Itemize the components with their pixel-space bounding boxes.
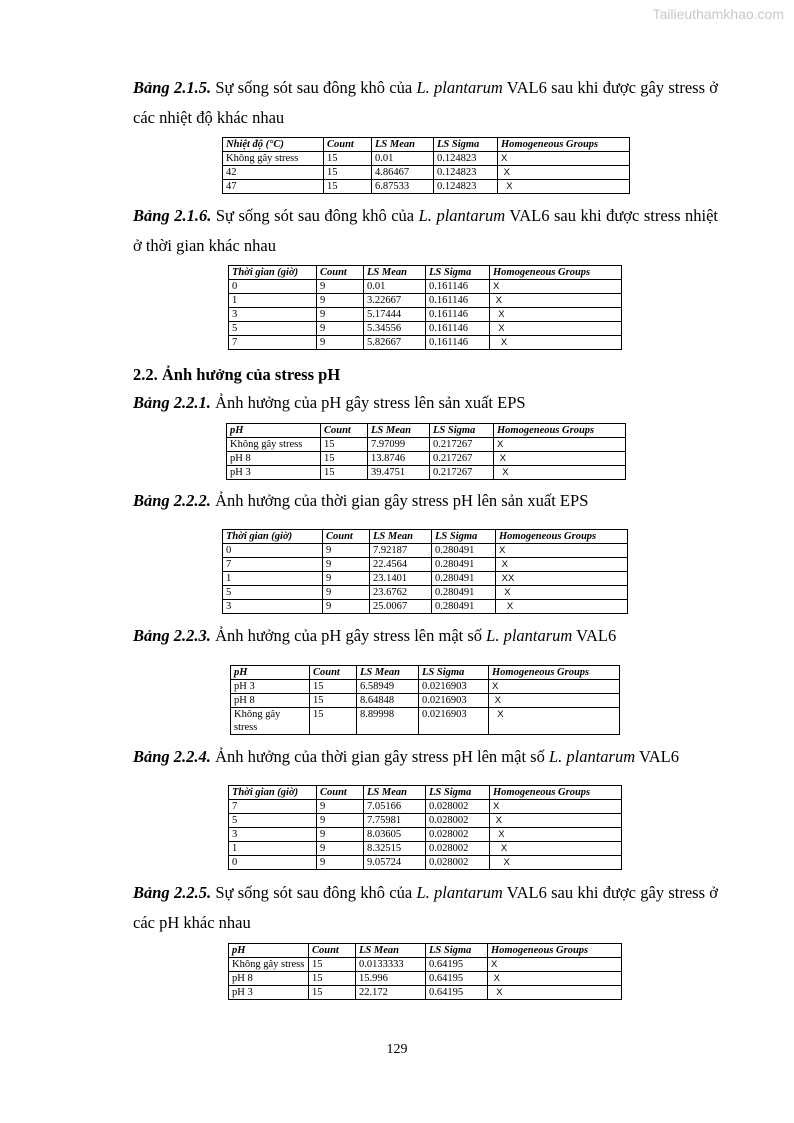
- column-header: Homogeneous Groups: [489, 666, 620, 680]
- table-row: [229, 336, 622, 350]
- table-cell: 5: [229, 322, 317, 336]
- table-cell: 0.64195: [426, 986, 488, 1000]
- group-marker: X: [496, 544, 628, 558]
- table-cell: 3.22667: [364, 294, 426, 308]
- table-cell: 0.01: [364, 280, 426, 294]
- group-marker: X: [490, 814, 622, 828]
- caption-text: VAL6 sau khi được gây stress ở các nhiệt độ khác nhau: [133, 78, 719, 127]
- table-cell: 7: [229, 800, 317, 814]
- table-row: [229, 842, 622, 856]
- column-header: LS Mean: [372, 138, 434, 152]
- species-name: L. plantarum: [418, 206, 506, 225]
- table-cell: 0.161146: [426, 322, 490, 336]
- column-header: Count: [310, 666, 357, 680]
- group-marker: X: [496, 558, 628, 572]
- table-row: [231, 708, 620, 735]
- group-marker: X: [496, 600, 628, 614]
- column-header: LS Sigma: [426, 944, 488, 958]
- table-cell: 15: [321, 452, 368, 466]
- group-marker: X: [494, 452, 626, 466]
- caption-text: Ảnh hưởng của thời gian gây stress pH lên mật số: [210, 747, 549, 766]
- table-cell: 15: [324, 180, 372, 194]
- table-row: [227, 466, 626, 480]
- table-cell: 9: [317, 800, 364, 814]
- group-marker: X: [494, 438, 626, 452]
- table-cell: 13.8746: [368, 452, 430, 466]
- table-row: [229, 856, 622, 870]
- table-cell: 1: [229, 842, 317, 856]
- column-header: Thời gian (giờ): [223, 530, 323, 544]
- table-cell: 0: [229, 280, 317, 294]
- table-cell: 15: [310, 694, 357, 708]
- group-marker: X: [490, 308, 622, 322]
- table-cell: 15: [321, 466, 368, 480]
- table-row: [231, 680, 620, 694]
- column-header: LS Mean: [364, 266, 426, 280]
- table-cell: 0.161146: [426, 294, 490, 308]
- table-2-2-3: [230, 665, 620, 735]
- table-cell: 0.028002: [426, 842, 490, 856]
- table-cell: 15: [310, 708, 357, 735]
- table-row: [227, 438, 626, 452]
- caption-table-2-1-6: [133, 201, 718, 261]
- table-row: [229, 322, 622, 336]
- table-cell: 0.028002: [426, 856, 490, 870]
- table-row: [223, 166, 630, 180]
- table-row: [229, 308, 622, 322]
- table-cell: 9: [323, 544, 370, 558]
- table-row: [223, 572, 628, 586]
- caption-text: Ảnh hưởng của thời gian gây stress pH lên sản xuất EPS: [210, 491, 589, 510]
- table-cell: 5.17444: [364, 308, 426, 322]
- table-cell: 9: [317, 308, 364, 322]
- column-header: LS Sigma: [426, 266, 490, 280]
- table-cell: Không gây stress: [229, 958, 309, 972]
- table-cell: 4.86467: [372, 166, 434, 180]
- group-marker: X: [490, 856, 622, 870]
- group-marker: X: [489, 680, 620, 694]
- group-marker: XX: [496, 572, 628, 586]
- column-header: Count: [317, 786, 364, 800]
- table-cell: 9: [317, 294, 364, 308]
- column-header: LS Mean: [356, 944, 426, 958]
- column-header: LS Mean: [357, 666, 419, 680]
- table-cell: 0.028002: [426, 814, 490, 828]
- table-cell: 0.124823: [434, 152, 498, 166]
- species-name: L. plantarum: [548, 747, 636, 766]
- table-row: [229, 986, 622, 1000]
- table-cell: 0.217267: [430, 466, 494, 480]
- species-name: L. plantarum: [416, 78, 503, 97]
- column-header: LS Sigma: [426, 786, 490, 800]
- caption-text: VAL6 sau khi được gây stress ở các pH khác nhau: [133, 883, 719, 932]
- table-cell: pH 3: [229, 986, 309, 1000]
- table-cell: 3: [229, 308, 317, 322]
- table-cell: pH 8: [227, 452, 321, 466]
- table-row: [223, 558, 628, 572]
- table-cell: 25.0067: [370, 600, 432, 614]
- table-cell: 0.217267: [430, 438, 494, 452]
- group-marker: X: [490, 336, 622, 350]
- table-cell: 0: [229, 856, 317, 870]
- table-row: [227, 452, 626, 466]
- group-marker: X: [490, 800, 622, 814]
- table-cell: 0.161146: [426, 336, 490, 350]
- group-marker: X: [490, 842, 622, 856]
- table-cell: 0.0216903: [419, 680, 489, 694]
- caption-text: Ảnh hưởng của pH gây stress lên sản xuất EPS: [210, 393, 526, 412]
- caption-text: Sự sống sót sau đông khô của: [211, 206, 419, 225]
- column-header: Count: [309, 944, 356, 958]
- table-cell: pH 3: [231, 680, 310, 694]
- caption-text: VAL6: [572, 626, 617, 645]
- table-cell: 9: [323, 586, 370, 600]
- caption-table-2-2-4: [133, 742, 718, 772]
- table-cell: 9: [317, 842, 364, 856]
- table-cell: 7.92187: [370, 544, 432, 558]
- table-2-1-5: [222, 137, 630, 194]
- table-cell: 0.0216903: [419, 708, 489, 735]
- column-header: Thời gian (giờ): [229, 266, 317, 280]
- table-cell: 8.64848: [357, 694, 419, 708]
- table-row: [229, 814, 622, 828]
- table-cell: 0.161146: [426, 280, 490, 294]
- table-cell: 8.89998: [357, 708, 419, 735]
- table-cell: 0.0133333: [356, 958, 426, 972]
- table-cell: 0.01: [372, 152, 434, 166]
- table-cell: 15: [324, 152, 372, 166]
- group-marker: X: [488, 972, 622, 986]
- column-header: Homogeneous Groups: [490, 266, 622, 280]
- column-header: Homogeneous Groups: [490, 786, 622, 800]
- table-cell: 8.03605: [364, 828, 426, 842]
- table-cell: 0.280491: [432, 600, 496, 614]
- table-cell: pH 3: [227, 466, 321, 480]
- table-cell: 9.05724: [364, 856, 426, 870]
- group-marker: X: [489, 708, 620, 735]
- column-header: Count: [323, 530, 370, 544]
- column-header: Thời gian (giờ): [229, 786, 317, 800]
- table-cell: 9: [317, 856, 364, 870]
- table-cell: 6.87533: [372, 180, 434, 194]
- column-header: Count: [324, 138, 372, 152]
- group-marker: X: [490, 828, 622, 842]
- table-cell: 0.0216903: [419, 694, 489, 708]
- column-header: LS Sigma: [419, 666, 489, 680]
- caption-text: VAL6 sau khi được stress nhiệt ở thời gian khác nhau: [133, 206, 718, 255]
- table-cell: 9: [323, 558, 370, 572]
- table-2-2-1: [226, 423, 626, 480]
- table-cell: Không gây stress: [231, 708, 310, 735]
- section-title: 2.2. Ảnh hưởng của stress pH: [133, 365, 341, 384]
- table-cell: 9: [323, 572, 370, 586]
- table-row: [223, 600, 628, 614]
- table-cell: pH 8: [229, 972, 309, 986]
- column-header: LS Mean: [370, 530, 432, 544]
- table-cell: 7.97099: [368, 438, 430, 452]
- table-row: [223, 544, 628, 558]
- group-marker: X: [498, 166, 630, 180]
- caption-text: Sự sống sót sau đông khô của: [211, 78, 417, 97]
- group-marker: X: [490, 294, 622, 308]
- caption-table-2-2-3: [133, 621, 718, 651]
- table-cell: 22.172: [356, 986, 426, 1000]
- table-row: [229, 958, 622, 972]
- table-row: [229, 828, 622, 842]
- page-number: 129: [386, 1042, 408, 1057]
- table-cell: 15: [321, 438, 368, 452]
- column-header: pH: [231, 666, 310, 680]
- species-name: L. plantarum: [486, 626, 573, 645]
- table-cell: 5.34556: [364, 322, 426, 336]
- group-marker: X: [490, 322, 622, 336]
- table-cell: 0.280491: [432, 558, 496, 572]
- table-cell: 7.05166: [364, 800, 426, 814]
- table-cell: 15.996: [356, 972, 426, 986]
- caption-table-2-2-1: [133, 388, 718, 418]
- caption-text: Sự sống sót sau đông khô của: [211, 883, 417, 902]
- table-cell: pH 8: [231, 694, 310, 708]
- table-row: [229, 294, 622, 308]
- table-cell: 3: [223, 600, 323, 614]
- table-cell: 9: [317, 814, 364, 828]
- column-header: pH: [229, 944, 309, 958]
- column-header: Count: [317, 266, 364, 280]
- table-cell: 7.75981: [364, 814, 426, 828]
- table-row: [223, 152, 630, 166]
- table-cell: 23.6762: [370, 586, 432, 600]
- group-marker: X: [494, 466, 626, 480]
- table-cell: Không gây stress: [223, 152, 324, 166]
- table-row: [229, 800, 622, 814]
- table-label: Bảng 2.2.3.: [133, 626, 211, 645]
- table-label: Bảng 2.2.1.: [133, 393, 211, 412]
- table-cell: 15: [309, 986, 356, 1000]
- column-header: Homogeneous Groups: [496, 530, 628, 544]
- table-cell: 5.82667: [364, 336, 426, 350]
- table-label: Bảng 2.2.5.: [133, 883, 212, 902]
- table-cell: 22.4564: [370, 558, 432, 572]
- table-cell: 23.1401: [370, 572, 432, 586]
- group-marker: X: [490, 280, 622, 294]
- caption-text: VAL6: [635, 747, 680, 766]
- table-label: Bảng 2.2.4.: [133, 747, 211, 766]
- table-cell: 42: [223, 166, 324, 180]
- group-marker: X: [488, 986, 622, 1000]
- table-cell: 0.217267: [430, 452, 494, 466]
- table-2-2-2: [222, 529, 628, 614]
- group-marker: X: [498, 180, 630, 194]
- column-header: Nhiệt độ (°C): [223, 138, 324, 152]
- table-cell: 5: [229, 814, 317, 828]
- column-header: Count: [321, 424, 368, 438]
- column-header: Homogeneous Groups: [494, 424, 626, 438]
- table-row: [229, 972, 622, 986]
- table-row: [229, 280, 622, 294]
- table-cell: 9: [317, 336, 364, 350]
- table-cell: 0.028002: [426, 800, 490, 814]
- table-cell: 0.280491: [432, 586, 496, 600]
- group-marker: X: [488, 958, 622, 972]
- table-cell: 0.124823: [434, 180, 498, 194]
- table-cell: 6.58949: [357, 680, 419, 694]
- table-label: Bảng 2.1.6.: [133, 206, 212, 225]
- table-cell: 9: [317, 828, 364, 842]
- group-marker: X: [496, 586, 628, 600]
- table-cell: 47: [223, 180, 324, 194]
- group-marker: X: [498, 152, 630, 166]
- table-row: [223, 586, 628, 600]
- table-cell: Không gây stress: [227, 438, 321, 452]
- table-cell: 0.280491: [432, 544, 496, 558]
- table-cell: 7: [223, 558, 323, 572]
- table-cell: 0.64195: [426, 958, 488, 972]
- table-cell: 9: [323, 600, 370, 614]
- caption-table-2-1-5: [133, 73, 718, 133]
- table-cell: 0.124823: [434, 166, 498, 180]
- table-2-1-6: [228, 265, 622, 350]
- table-cell: 0.280491: [432, 572, 496, 586]
- caption-table-2-2-5: [133, 878, 718, 938]
- table-cell: 9: [317, 280, 364, 294]
- table-label: Bảng 2.1.5.: [133, 78, 212, 97]
- table-cell: 0.161146: [426, 308, 490, 322]
- table-cell: 8.32515: [364, 842, 426, 856]
- column-header: Homogeneous Groups: [488, 944, 622, 958]
- table-cell: 15: [309, 958, 356, 972]
- table-cell: 15: [324, 166, 372, 180]
- caption-table-2-2-2: [133, 486, 718, 516]
- group-marker: X: [489, 694, 620, 708]
- table-cell: 0: [223, 544, 323, 558]
- table-cell: 9: [317, 322, 364, 336]
- column-header: LS Sigma: [430, 424, 494, 438]
- caption-text: Ảnh hưởng của pH gây stress lên mật số: [210, 626, 487, 645]
- table-cell: 0.028002: [426, 828, 490, 842]
- column-header: pH: [227, 424, 321, 438]
- table-2-2-5: [228, 943, 622, 1000]
- table-label: Bảng 2.2.2.: [133, 491, 211, 510]
- table-row: [223, 180, 630, 194]
- table-cell: 15: [310, 680, 357, 694]
- table-cell: 7: [229, 336, 317, 350]
- table-cell: 0.64195: [426, 972, 488, 986]
- table-row: [231, 694, 620, 708]
- table-cell: 3: [229, 828, 317, 842]
- table-cell: 39.4751: [368, 466, 430, 480]
- table-2-2-4: [228, 785, 622, 870]
- column-header: LS Mean: [364, 786, 426, 800]
- watermark: Tailieuthamkhao.com: [652, 6, 784, 22]
- column-header: LS Mean: [368, 424, 430, 438]
- table-cell: 1: [223, 572, 323, 586]
- column-header: LS Sigma: [434, 138, 498, 152]
- table-cell: 1: [229, 294, 317, 308]
- column-header: Homogeneous Groups: [498, 138, 630, 152]
- column-header: LS Sigma: [432, 530, 496, 544]
- table-cell: 5: [223, 586, 323, 600]
- species-name: L. plantarum: [416, 883, 503, 902]
- table-cell: 15: [309, 972, 356, 986]
